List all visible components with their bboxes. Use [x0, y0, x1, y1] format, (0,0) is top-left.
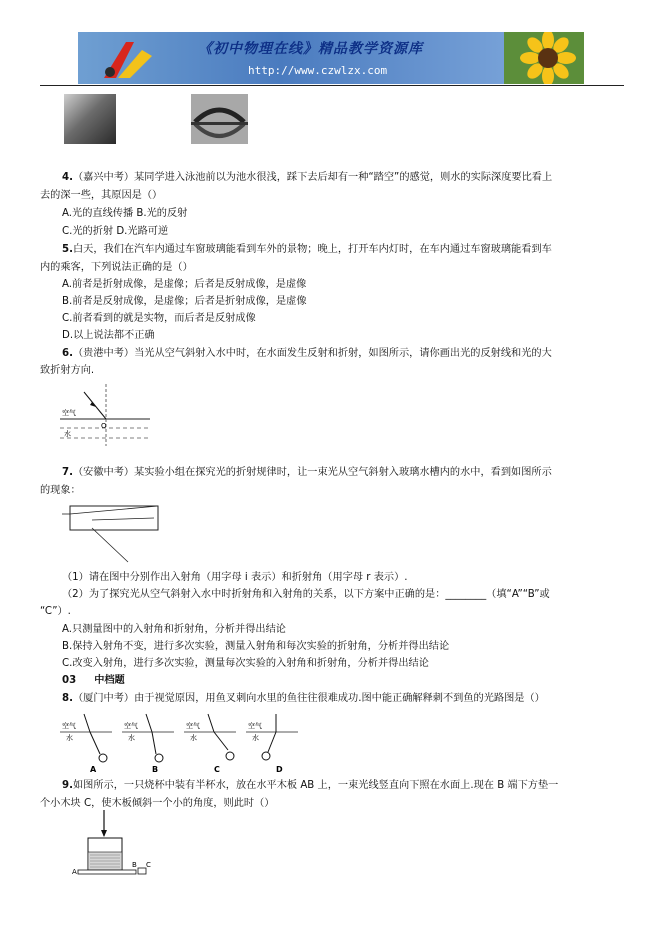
bridge-icon [191, 94, 248, 144]
q9-number: 9. [62, 780, 73, 791]
q8-diagram-c [184, 714, 236, 774]
q8-b-water: 水 [128, 734, 135, 742]
q9-stem-2: 个小木块 C，使木板倾斜一个小的角度，则此时（） [40, 798, 275, 809]
q5-option-d: D.以上说法都不正确 [62, 330, 155, 341]
q6-fig-air-label: 空气 [62, 409, 76, 417]
q4-number: 4. [62, 172, 73, 183]
q7-line1 [62, 466, 552, 480]
q8-label-d: D [276, 765, 283, 774]
section-label: 中档题 [94, 675, 125, 686]
q8-c-water: 水 [190, 734, 197, 742]
q9-stem-1: 如图所示，一只烧杯中装有半杯水，放在水平木板 AB 上，一束光线竖直向下照在水面上.现在 B 端下方垫一 [72, 780, 559, 791]
q9-fig-b-label: B [132, 861, 137, 869]
q6-number: 6. [62, 348, 73, 359]
q8-number: 8. [62, 693, 73, 704]
q8-d-water: 水 [252, 734, 259, 742]
q9-line1 [62, 779, 558, 793]
q5-stem-1: 白天，我们在汽车内通过车窗玻璃能看到车外的景物；晚上，打开车内灯时，在车内通过车窗玻璃能看到车 [72, 244, 552, 255]
q8-label-a: A [90, 765, 97, 774]
q8-diagram-d [246, 714, 298, 774]
q4-line1 [62, 171, 552, 185]
q6-line1 [62, 347, 552, 361]
q8-diagram-b [122, 714, 174, 774]
q8-figure [60, 710, 310, 774]
q7-number: 7. [62, 467, 73, 478]
q5-line1 [62, 243, 552, 257]
q8-stem: （厦门中考）由于视觉原因，用鱼叉刺向水里的鱼往往很难成功.图中能正确解释刺不到鱼的光路图是（） [72, 693, 545, 704]
q7-stem-1: （安徽中考）某实验小组在探究光的折射规律时，让一束光从空气斜射入玻璃水槽内的水中，看到如图所示 [72, 467, 552, 478]
q8-a-air: 空气 [62, 722, 76, 730]
q7-option-c: C.改变入射角，进行多次实验，测量每次实验的入射角和折射角，分析并得出结论 [62, 658, 429, 669]
section-code: 03 [62, 675, 77, 686]
q9-fig-c-label: C [146, 861, 151, 869]
q4-options-ab: A.光的直线传播 B.光的反射 [62, 208, 188, 219]
q8-a-water: 水 [66, 734, 73, 742]
section-header [62, 674, 125, 688]
banner-title: 《初中物理在线》精品教学资源库 [198, 41, 423, 57]
banner-url: http://www.czwlzx.com [248, 64, 388, 77]
header-divider [40, 85, 624, 86]
q7-sub1: （1）请在图中分别作出入射角（用字母 i 表示）和折射角（用字母 r 表示）. [62, 572, 408, 583]
logo-icon [96, 36, 166, 82]
q9-fig-a-label: A [72, 868, 77, 876]
q8-b-air: 空气 [124, 722, 138, 730]
q6-stem-2: 致折射方向. [40, 365, 95, 376]
q8-line1 [62, 692, 545, 706]
q6-figure [60, 384, 155, 446]
q8-label-c: C [214, 765, 220, 774]
q7-figure [62, 500, 162, 564]
q8-d-air: 空气 [248, 722, 262, 730]
q9-figure [70, 810, 160, 878]
q5-option-c: C.前者看到的就是实物，而后者是反射成像 [62, 313, 256, 324]
q5-stem-2: 内的乘客，下列说法正确的是（） [40, 262, 193, 273]
q8-c-air: 空气 [186, 722, 200, 730]
header-banner [78, 32, 584, 84]
q5-option-b: B.前者是反射成像，是虚像；后者是折射成像，是虚像 [62, 296, 307, 307]
q6-stem-1: （贵港中考）当光从空气斜射入水中时，在水面发生反射和折射，如图所示，请你画出光的反射线和光的大 [72, 348, 552, 359]
q6-fig-o-label: O [101, 422, 107, 430]
q4-options-cd: C.光的折射 D.光路可逆 [62, 226, 169, 237]
photo-pool [64, 94, 116, 144]
q5-number: 5. [62, 244, 73, 255]
q7-option-b: B.保持入射角不变，进行多次实验，测量入射角和每次实验的折射角，分析并得出结论 [62, 641, 450, 652]
q5-option-a: A.前者是折射成像，是虚像；后者是反射成像，是虚像 [62, 279, 307, 290]
q7-sub2-a: （2）为了探究光从空气斜射入水中时折射角和入射角的关系，以下方案中正确的是：________（填“A”“B”或 [62, 589, 550, 600]
q7-sub2-b: “C”）. [40, 606, 71, 617]
q7-stem-2: 的现象： [40, 485, 81, 496]
q8-diagram-a [60, 714, 112, 774]
sunflower-icon [504, 32, 584, 84]
q7-option-a: A.只测量图中的入射角和折射角，分析并得出结论 [62, 624, 286, 635]
photo-bridge [191, 94, 248, 144]
q6-fig-water-label: 水 [64, 430, 71, 438]
q4-stem-1: （嘉兴中考）某同学进入泳池前以为池水很浅，踩下去后却有一种“踏空”的感觉，则水的实际深度要比看上 [72, 172, 553, 183]
q4-stem-2: 去的深一些，其原因是（） [40, 190, 163, 201]
q8-label-b: B [152, 765, 159, 774]
